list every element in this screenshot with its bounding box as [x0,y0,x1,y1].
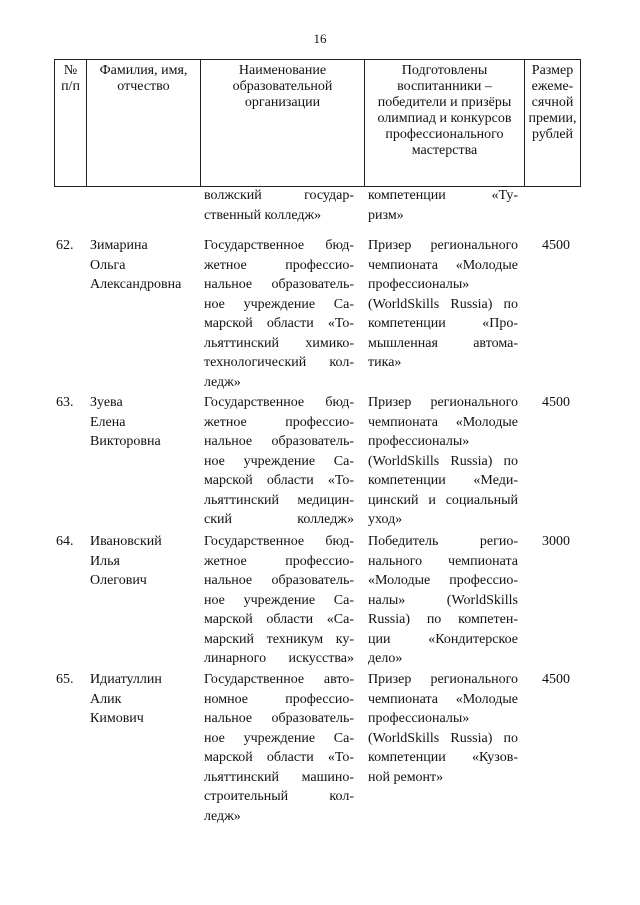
text-line: компетенции «Про- [368,316,518,331]
name-line: Елена [90,414,126,430]
text-line: тика» [368,355,402,370]
text-line: Государственное бюд- [204,238,354,253]
text-line: льяттинский химико- [204,335,354,351]
organization [204,236,354,392]
text-line: ной ремонт» [368,769,444,785]
text-line: уход» [368,512,403,527]
award [368,393,518,530]
text-line: номное профессио- [204,691,354,707]
award [368,236,518,373]
row-number: 65. [56,672,74,687]
person-name [90,532,195,591]
name-line: Олегович [90,573,147,588]
name-line: Илья [90,553,120,569]
text-line: ное учреждение Са- [204,453,354,469]
text-line: профессионалы» [368,434,470,449]
header-award: Подготовлены воспитанники – победители и призёры олимпиад и конкурсов профессионального мастерства [365,60,525,187]
text-line: ное учреждение Са- [204,296,354,312]
text-line: жетное профессио- [204,257,354,273]
name-line: Ивановский [90,534,162,549]
award [368,532,518,669]
text-line: компетенции «Кузов- [368,750,518,765]
text-line: жетное профессио- [204,414,354,430]
person-name [90,236,195,295]
person-name [90,670,195,729]
header-prize: Размер ежеме-сячной премии, рублей [525,60,581,187]
text-line: марской области «То- [204,473,354,488]
text-line: чемпионата «Молодые [368,414,518,430]
row-number: 63. [56,395,74,410]
text-line: Призер регионального [368,672,518,687]
prize-amount: 4500 [542,672,570,687]
text-line: марский техникум ку- [204,631,354,647]
text-line: нального чемпионата [368,553,518,569]
person-name [90,393,195,452]
row-number: 62. [56,238,74,253]
text-line: линарного искусства» [204,651,354,666]
text-line: нальное образователь- [204,277,354,292]
text-line: (WorldSkills Russia) по [368,730,518,746]
text-line: Призер регионального [368,238,518,253]
name-line: Идиатуллин [90,672,162,687]
text-line: (WorldSkills Russia) по [368,296,518,312]
award [368,670,518,787]
text-line: льяттинский машино- [204,769,354,785]
text-line: цинский и социальный [368,492,518,508]
text-line: нальное образователь- [204,434,354,449]
text-line: строительный кол- [204,789,354,804]
name-line: Александровна [90,277,182,292]
page-number: 16 [313,31,327,46]
text-line: марской области «То- [204,316,354,331]
text-line: ственный колледж» [204,207,322,223]
text-line: волжский государ- [204,188,354,203]
name-line: Алик [90,691,122,707]
header-name: Фамилия, имя, отчество [87,60,201,187]
text-line: ции «Кондитерское [368,631,518,647]
name-line: Зимарина [90,238,148,253]
text-line: чемпионата «Молодые [368,257,518,273]
text-line: дело» [368,651,403,666]
continuation-award [368,186,518,225]
text-line: нальное образователь- [204,573,354,588]
text-line: ное учреждение Са- [204,592,354,608]
text-line: Государственное бюд- [204,534,354,549]
text-line: компетенции «Ту- [368,188,518,203]
organization [204,393,354,530]
text-line: Государственное бюд- [204,395,354,410]
text-line: марской области «Са- [204,612,354,627]
text-line: Призер регионального [368,395,518,410]
text-line: технологический кол- [204,355,354,370]
name-line: Ольга [90,257,126,273]
text-line: профессионалы» [368,277,470,292]
text-line: нальное образователь- [204,711,354,726]
text-line: чемпионата «Молодые [368,691,518,707]
row-number: 64. [56,534,74,549]
text-line: компетенции «Меди- [368,473,518,488]
text-line: Russia) по компетен- [368,612,518,627]
prize-amount: 4500 [542,395,570,410]
name-line: Викторовна [90,434,161,449]
header-org: Наименование образовательной организации [201,60,365,187]
table-header [54,59,581,187]
name-line: Кимович [90,711,144,726]
text-line: жетное профессио- [204,553,354,569]
organization [204,532,354,669]
text-line: Победитель регио- [368,534,518,549]
text-line: ризм» [368,207,404,223]
text-line: ский колледж» [204,512,354,527]
text-line: налы» (WorldSkills [368,592,518,608]
text-line: «Молодые профессио- [368,573,518,588]
text-line: профессионалы» [368,711,470,726]
text-line: Государственное авто- [204,672,354,687]
organization [204,670,354,826]
text-line: льяттинский медицин- [204,492,354,508]
text-line: ледж» [204,808,241,824]
text-line: ледж» [204,374,241,390]
prize-amount: 4500 [542,238,570,253]
prize-amount: 3000 [542,534,570,549]
text-line: марской области «То- [204,750,354,765]
header-num: № п/п [55,60,87,187]
text-line: (WorldSkills Russia) по [368,453,518,469]
text-line: ное учреждение Са- [204,730,354,746]
name-line: Зуева [90,395,123,410]
continuation-org [204,186,354,225]
text-line: мышленная автома- [368,335,518,351]
